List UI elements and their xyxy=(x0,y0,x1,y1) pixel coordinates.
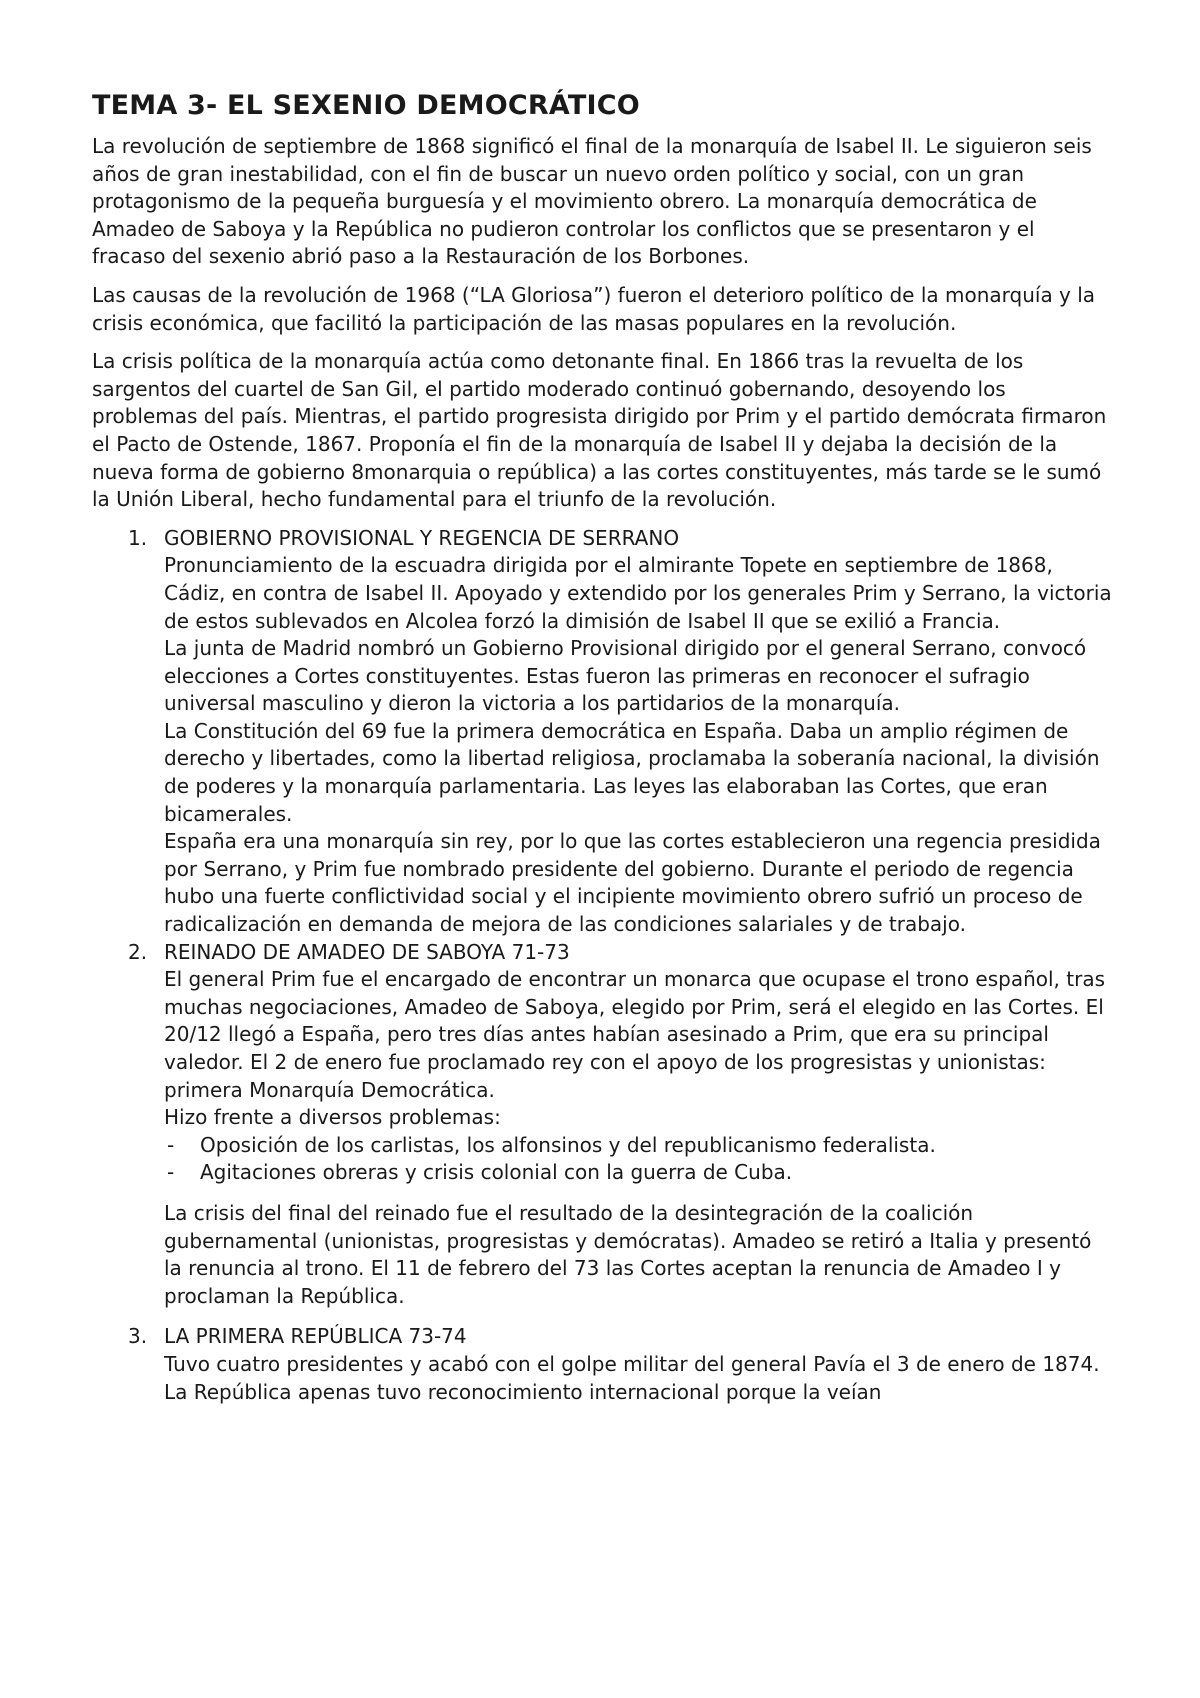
section-number: 2. xyxy=(128,939,148,964)
section-3 xyxy=(92,1323,1112,1406)
section-2 xyxy=(92,939,1112,1311)
section-list xyxy=(92,525,1112,1406)
page-title: TEMA 3- EL SEXENIO DEMOCRÁTICO xyxy=(92,90,640,121)
intro-paragraph-2: Las causas de la revolución de 1968 (“LA Gloriosa”) fueron el deterioro político de la monarquía y la crisis económica, que facilitó la participación de las masas populares en la revolución. xyxy=(92,282,1096,335)
section-paragraph: Hizo frente a diversos problemas: xyxy=(164,1105,501,1130)
section-paragraph: Pronunciamiento de la escuadra dirigida por el almirante Topete en septiembre de 1868, Cádiz, en contra de Isabel II. Apoyado y extendido por los generales Prim y Serrano, la victoria de estos sublevados en Alcolea forzó la dimisión de Isabel II que se exilió a Francia. xyxy=(164,553,1112,633)
dash-bullet: - xyxy=(167,1160,175,1185)
section-number: 3. xyxy=(128,1324,148,1349)
section-number: 1. xyxy=(128,525,148,550)
list-item-text: Oposición de los carlistas, los alfonsinos y del republicanismo federalista. xyxy=(200,1132,936,1157)
section-paragraph: Tuvo cuatro presidentes y acabó con el golpe militar del general Pavía el 3 de enero de 1874. La República apenas tuvo reconocimiento internacional porque la veían xyxy=(164,1351,1100,1404)
list-item xyxy=(164,1132,1112,1160)
section-paragraph: La Constitución del 69 fue la primera democrática en España. Daba un amplio régimen de derecho y libertades, como la libertad religiosa, proclamaba la soberanía nacional, la división de poderes y la monarquía parlamentaria. Las leyes las elaboraban las Cortes, que eran bicamerales. xyxy=(164,718,1100,826)
dash-bullet: - xyxy=(167,1132,175,1157)
section-paragraph: El general Prim fue el encargado de encontrar un monarca que ocupase el trono español, tras muchas negociaciones, Amadeo de Saboya, elegido por Prim, será el elegido en las Cortes. El 20/12 llegó a España, pero tres días antes habían asesinado a Prim, que era su principal valedor. El 2 de enero fue proclamado rey con el apoyo de los progresistas y unionistas: primera Monarquía Democrática. xyxy=(164,967,1106,1102)
section-1 xyxy=(92,525,1112,939)
section-paragraph: España era una monarquía sin rey, por lo que las cortes establecieron una regencia presidida por Serrano, y Prim fue nombrado presidente del gobierno. Durante el periodo de regencia hubo una fuerte conflictividad social y el incipiente movimiento obrero sufrió un proceso de radicalización en demanda de mejora de las condiciones salariales y de trabajo. xyxy=(164,829,1101,937)
section-heading: GOBIERNO PROVISIONAL Y REGENCIA DE SERRANO xyxy=(164,525,680,550)
intro-paragraph-1: La revolución de septiembre de 1868 significó el final de la monarquía de Isabel II. Le siguieron seis años de gran inestabilidad, con el fin de buscar un nuevo orden político y social, con un gran protagonismo de la pequeña burguesía y el movimiento obrero. La monarquía democrática de Amadeo de Saboya y la República no pudieron controlar los conflictos que se presentaron y el fracaso del sexenio abrió paso a la Restauración de los Borbones. xyxy=(92,134,1092,269)
section-heading: LA PRIMERA REPÚBLICA 73-74 xyxy=(164,1324,467,1349)
list-item xyxy=(164,1159,1112,1187)
intro-paragraph-3: La crisis política de la monarquía actúa como detonante final. En 1866 tras la revuelta de los sargentos del cuartel de San Gil, el partido moderado continuó gobernando, desoyendo los problemas del país. Mientras, el partido progresista dirigido por Prim y el partido demócrata firmaron el Pacto de Ostende, 1867. Proponía el fin de la monarquía de Isabel II y dejaba la decisión de la nueva forma de gobierno 8monarquia o república) a las cortes constituyentes, más tarde se le sumó la Unión Liberal, hecho fundamental para el triunfo de la revolución. xyxy=(92,349,1107,512)
list-item-text: Agitaciones obreras y crisis colonial con la guerra de Cuba. xyxy=(200,1160,793,1185)
problems-list xyxy=(164,1132,1112,1187)
section-paragraph: La junta de Madrid nombró un Gobierno Provisional dirigido por el general Serrano, convocó elecciones a Cortes constituyentes. Estas fueron las primeras en reconocer el sufragio universal masculino y dieron la victoria a los partidarios de la monarquía. xyxy=(164,636,1087,716)
section-heading: REINADO DE AMADEO DE SABOYA 71-73 xyxy=(164,939,570,964)
section-closing-paragraph: La crisis del final del reinado fue el resultado de la desintegración de la coalición gubernamental (unionistas, progresistas y demócratas). Amadeo se retiró a Italia y presentó la renuncia al trono. El 11 de febrero del 73 las Cortes aceptan la renuncia de Amadeo I y proclaman la República. xyxy=(164,1200,1092,1308)
